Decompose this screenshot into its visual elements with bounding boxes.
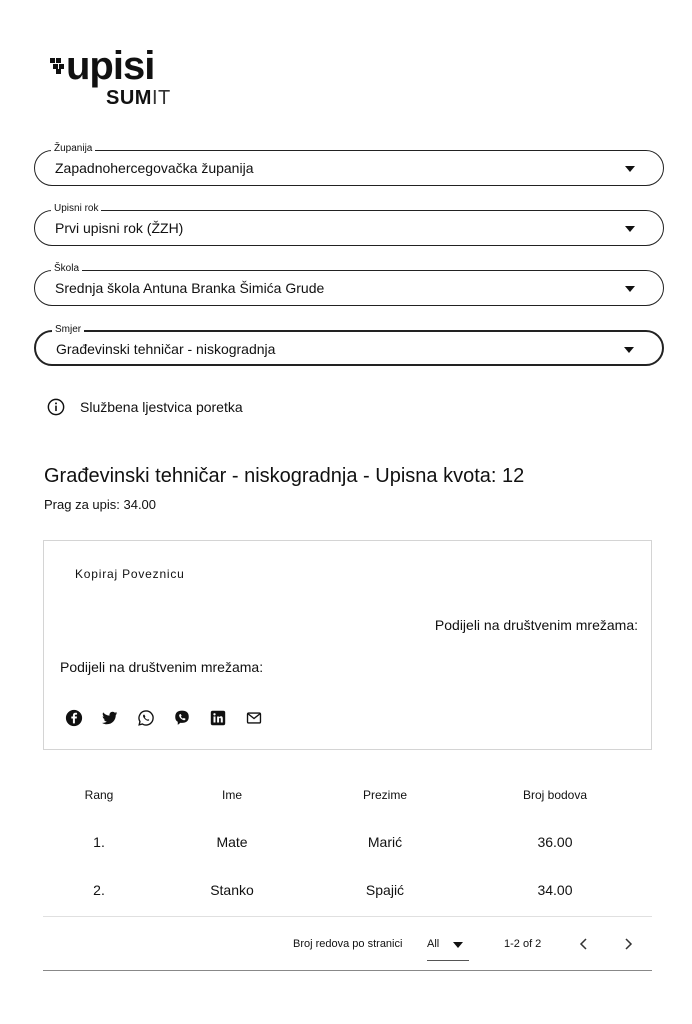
- cell-points: 34.00: [537, 882, 573, 898]
- cell-last-name: Spajić: [365, 882, 405, 898]
- smjer-select[interactable]: [34, 324, 664, 366]
- chevron-left-icon[interactable]: [574, 934, 594, 954]
- page-title: Građevinski tehničar - niskogradnja - Upisna kvota: 12: [44, 465, 525, 487]
- column-header-broj-bodova[interactable]: Broj bodova: [522, 788, 588, 802]
- email-icon[interactable]: [245, 709, 263, 727]
- share-icons: [65, 709, 281, 727]
- facebook-icon[interactable]: [65, 709, 83, 727]
- upisi-sumit-logo: [50, 46, 190, 110]
- rows-per-page-label: Broj redova po stranici: [293, 938, 403, 950]
- bottom-divider: [43, 970, 652, 971]
- official-ranking-note: [47, 398, 243, 416]
- table-divider: [43, 916, 652, 917]
- field-value: Srednja škola Antuna Branka Šimića Grude: [55, 280, 325, 296]
- field-legend: Županija: [51, 142, 95, 156]
- copy-link-button[interactable]: Kopiraj Poveznicu: [75, 567, 185, 581]
- share-card: [43, 540, 652, 750]
- column-header-ime[interactable]: Ime: [221, 788, 242, 802]
- field-value: Zapadnohercegovačka županija: [55, 160, 254, 176]
- page-range: 1-2 of 2: [504, 938, 542, 950]
- logo-subtitle-thin: IT: [151, 87, 171, 109]
- field-legend: Upisni rok: [51, 202, 101, 216]
- field-legend: Škola: [51, 262, 82, 276]
- logo-mark-icon: [50, 58, 66, 74]
- field-value: Prvi upisni rok (ŽZH): [55, 220, 184, 236]
- share-label-left: Podijeli na društvenim mrežama:: [60, 659, 264, 675]
- caret-down-icon[interactable]: [624, 347, 634, 353]
- cell-points: 36.00: [537, 834, 573, 850]
- field-legend: Smjer: [52, 323, 84, 337]
- caret-down-icon[interactable]: [625, 226, 635, 232]
- rows-per-page-value: All: [427, 938, 440, 950]
- cell-first-name: Mate: [216, 834, 248, 850]
- column-header-rang[interactable]: Rang: [84, 788, 114, 802]
- logo-subtitle: [106, 88, 171, 108]
- whatsapp-icon[interactable]: [137, 709, 155, 727]
- cell-first-name: Stanko: [210, 882, 254, 898]
- cell-rank: 1.: [93, 834, 105, 850]
- field-value: Građevinski tehničar - niskogradnja: [56, 341, 276, 357]
- column-header-prezime[interactable]: Prezime: [362, 788, 407, 802]
- cell-rank: 2.: [93, 882, 105, 898]
- chevron-right-icon[interactable]: [618, 934, 638, 954]
- caret-down-icon: [453, 942, 463, 948]
- twitter-icon[interactable]: [101, 709, 119, 727]
- table-row: [43, 882, 652, 902]
- pagination: [43, 934, 652, 962]
- threshold-text: Prag za upis: 34.00: [44, 497, 157, 512]
- info-label: Službena ljestvica poretka: [80, 399, 243, 415]
- zupanija-select[interactable]: [34, 143, 664, 186]
- skola-select[interactable]: [34, 263, 664, 306]
- table-row: [43, 834, 652, 854]
- caret-down-icon[interactable]: [625, 286, 635, 292]
- logo-subtitle-bold: SUM: [106, 87, 152, 109]
- caret-down-icon[interactable]: [625, 166, 635, 172]
- info-icon: [47, 398, 65, 416]
- share-label-right: Podijeli na društvenim mrežama:: [434, 617, 638, 633]
- viber-icon[interactable]: [173, 709, 191, 727]
- rows-per-page-select[interactable]: [427, 934, 469, 961]
- logo-name: upisi: [66, 44, 155, 88]
- cell-last-name: Marić: [367, 834, 403, 850]
- linkedin-icon[interactable]: [209, 709, 227, 727]
- table-header: [43, 788, 652, 808]
- upisni-rok-select[interactable]: [34, 203, 664, 246]
